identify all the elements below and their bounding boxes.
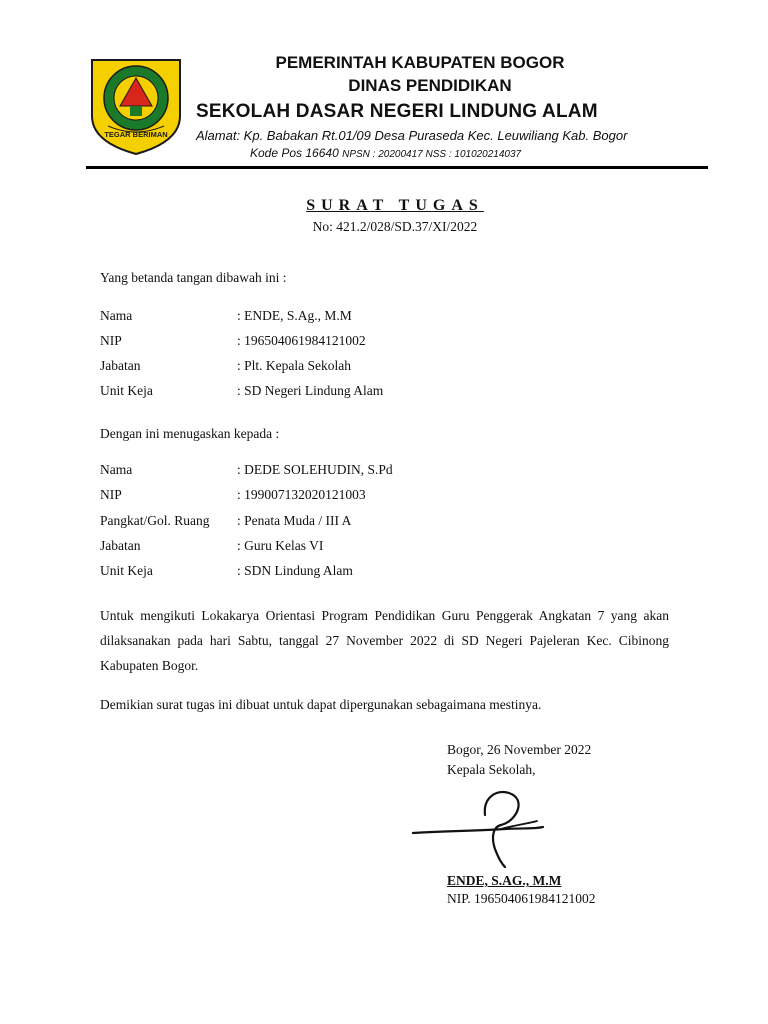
signature-name: ENDE, S.AG., M.M — [447, 873, 562, 888]
letterhead-school-name: SEKOLAH DASAR NEGERI LINDUNG ALAM — [196, 101, 598, 122]
field-label: Pangkat/Gol. Ruang — [100, 513, 210, 528]
field-label: Nama — [100, 308, 133, 323]
field-value: : DEDE SOLEHUDIN, S.Pd — [237, 462, 393, 477]
closing-text: Demikian surat tugas ini dibuat untuk dapat dipergunakan sebagaimana mestinya. — [100, 697, 542, 712]
intro-text: Yang betanda tangan dibawah ini : — [100, 270, 287, 285]
letterhead-line2: DINAS PENDIDIKAN — [348, 76, 512, 95]
field-value: : ENDE, S.Ag., M.M — [237, 308, 352, 323]
field-value: : Guru Kelas VI — [237, 538, 324, 553]
body-paragraph: Untuk mengikuti Lokakarya Orientasi Program Pendidikan Guru Penggerak Angkatan 7 yang akan dilaksanakan pada hari Sabtu, tanggal 27 November 2022 di SD Negeri Pajeleran Kec. Cibinong Kabupaten Bogor. — [100, 608, 669, 673]
letterhead-line1: PEMERINTAH KABUPATEN BOGOR — [275, 53, 565, 72]
school-logo — [88, 56, 184, 156]
field-label: Unit Keja — [100, 383, 153, 398]
field-label: Nama — [100, 462, 133, 477]
field-value: : SD Negeri Lindung Alam — [237, 383, 384, 398]
signature-nip: NIP. 196504061984121002 — [447, 891, 596, 906]
npsn-nss: NPSN : 20200417 NSS : 101020214037 — [342, 149, 522, 160]
assign-intro-text: Dengan ini menugaskan kepada : — [100, 426, 280, 441]
signature-position: Kepala Sekolah, — [447, 762, 536, 777]
handwritten-signature — [405, 785, 605, 875]
field-value: : SDN Lindung Alam — [237, 563, 353, 578]
field-value: : 199007132020121003 — [237, 487, 366, 502]
signature-place-date: Bogor, 26 November 2022 — [447, 742, 592, 757]
document-title: SURAT TUGAS — [306, 197, 484, 214]
field-value: : Plt. Kepala Sekolah — [237, 358, 351, 373]
field-label: NIP — [100, 333, 122, 348]
kode-pos: Kode Pos 16640 — [250, 146, 339, 160]
letterhead-address: Alamat: Kp. Babakan Rt.01/09 Desa Puraseda Kec. Leuwiliang Kab. Bogor — [196, 128, 628, 143]
logo-motto: TEGAR BERIMAN — [104, 130, 168, 139]
field-label: Jabatan — [100, 358, 141, 373]
letterhead-codes — [250, 146, 521, 160]
field-value: : 196504061984121002 — [237, 333, 366, 348]
document-number: No: 421.2/028/SD.37/XI/2022 — [312, 219, 478, 234]
field-value: : Penata Muda / III A — [237, 513, 352, 528]
letterhead-divider — [86, 166, 708, 169]
field-label: Unit Keja — [100, 563, 153, 578]
field-label: Jabatan — [100, 538, 141, 553]
field-label: NIP — [100, 487, 122, 502]
